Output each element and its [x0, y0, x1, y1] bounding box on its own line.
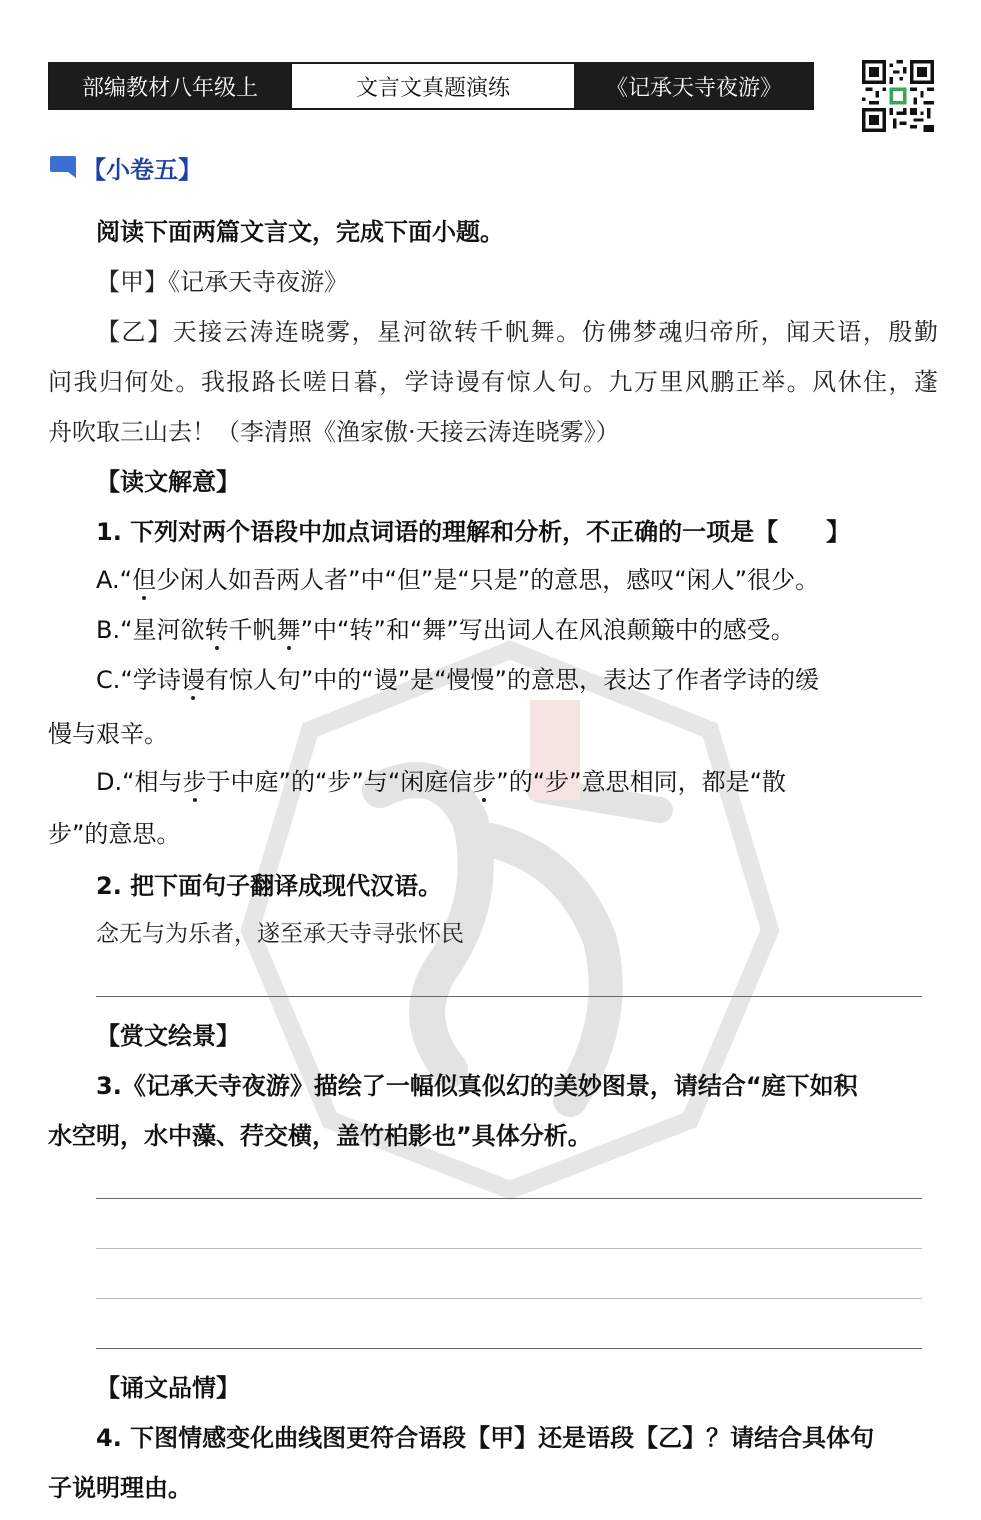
option-c-pre: C.“学诗 [96, 666, 181, 694]
dotted-word: 舞 [276, 616, 301, 644]
question-4-line-1: 4. 下图情感变化曲线图更符合语段【甲】还是语段【乙】？请结合具体句 [96, 1424, 875, 1452]
heading-recite-emotion: 【诵文品情】 [96, 1374, 240, 1402]
passage-b-line-2: 问我归何处。我报路长嗟日暮，学诗谩有惊人句。九万里风鹏正举。风休住，蓬 [48, 368, 938, 396]
passage-b-line-3: 舟吹取三山去！（李清照《渔家傲·天接云涛连晓雾》） [48, 418, 620, 446]
section-tag [48, 150, 202, 185]
question-3-line-1: 3.《记承天寺夜游》描绘了一幅似真似幻的美妙图景，请结合“庭下如积 [96, 1072, 858, 1100]
option-c-line-2: 慢与艰辛。 [48, 720, 168, 748]
question-2-sentence: 念无与为乐者，遂至承天寺寻张怀民 [96, 921, 464, 947]
option-d-line-2: 步”的意思。 [48, 820, 181, 848]
question-1-stem: 1. 下列对两个语段中加点词语的理解和分析，不正确的一项是【 】 [96, 518, 851, 546]
option-c-post: 有惊人句”中的“谩”是“慢慢”的意思，表达了作者学诗的缓 [204, 666, 819, 694]
option-b-mid: 千帆 [228, 616, 277, 644]
header-lesson: 《记承天寺夜游》 [576, 64, 812, 108]
option-a [96, 564, 819, 596]
dotted-word: 谩 [180, 666, 205, 694]
option-a-pre: A.“ [96, 566, 133, 594]
question-4-line-2: 子说明理由。 [48, 1474, 192, 1502]
dotted-word: 步 [472, 768, 497, 796]
passage-a-title: 【甲】《记承天寺夜游》 [96, 268, 348, 296]
instruction: 阅读下面两篇文言文，完成下面小题。 [96, 218, 504, 246]
bookmark-icon [48, 154, 78, 182]
header-topic: 文言文真题演练 [290, 64, 576, 108]
option-d-pre: D.“相与 [96, 768, 183, 796]
option-d [96, 766, 786, 798]
option-d-post: ”的“步”意思相同，都是“散 [496, 768, 787, 796]
answer-line[interactable] [96, 1198, 922, 1199]
header-grade: 部编教材八年级上 [50, 64, 290, 108]
option-b-pre: B.“星河欲 [96, 616, 205, 644]
option-d-mid: 于中庭”的“步”与“闲庭信 [206, 768, 473, 796]
heading-appreciate-scene: 【赏文绘景】 [96, 1022, 240, 1050]
dotted-word: 步 [182, 768, 207, 796]
passage-b-line-1: 【乙】天接云涛连晓雾，星河欲转千帆舞。仿佛梦魂归帝所，闻天语，殷勤 [96, 318, 938, 346]
answer-line[interactable] [96, 1248, 922, 1249]
answer-line[interactable] [96, 1298, 922, 1299]
question-3-line-2: 水空明，水中藻、荇交横，盖竹柏影也”具体分析。 [48, 1122, 592, 1150]
option-a-post: 少闲人如吾两人者”中“但”是“只是”的意思，感叹“闲人”很少。 [156, 566, 820, 594]
answer-line[interactable] [96, 996, 922, 997]
option-b-post: ”中“转”和“舞”写出词人在风浪颠簸中的感受。 [300, 616, 795, 644]
dotted-word: 但 [132, 566, 157, 594]
option-c [96, 664, 819, 696]
qr-code-icon [862, 60, 934, 132]
dotted-word: 转 [204, 616, 229, 644]
answer-line[interactable] [96, 1348, 922, 1349]
option-b [96, 614, 795, 646]
question-2-stem: 2. 把下面句子翻译成现代汉语。 [96, 872, 443, 900]
header-bar [48, 62, 814, 110]
heading-read-meaning: 【读文解意】 [96, 468, 240, 496]
section-title: 【小卷五】 [82, 156, 202, 184]
